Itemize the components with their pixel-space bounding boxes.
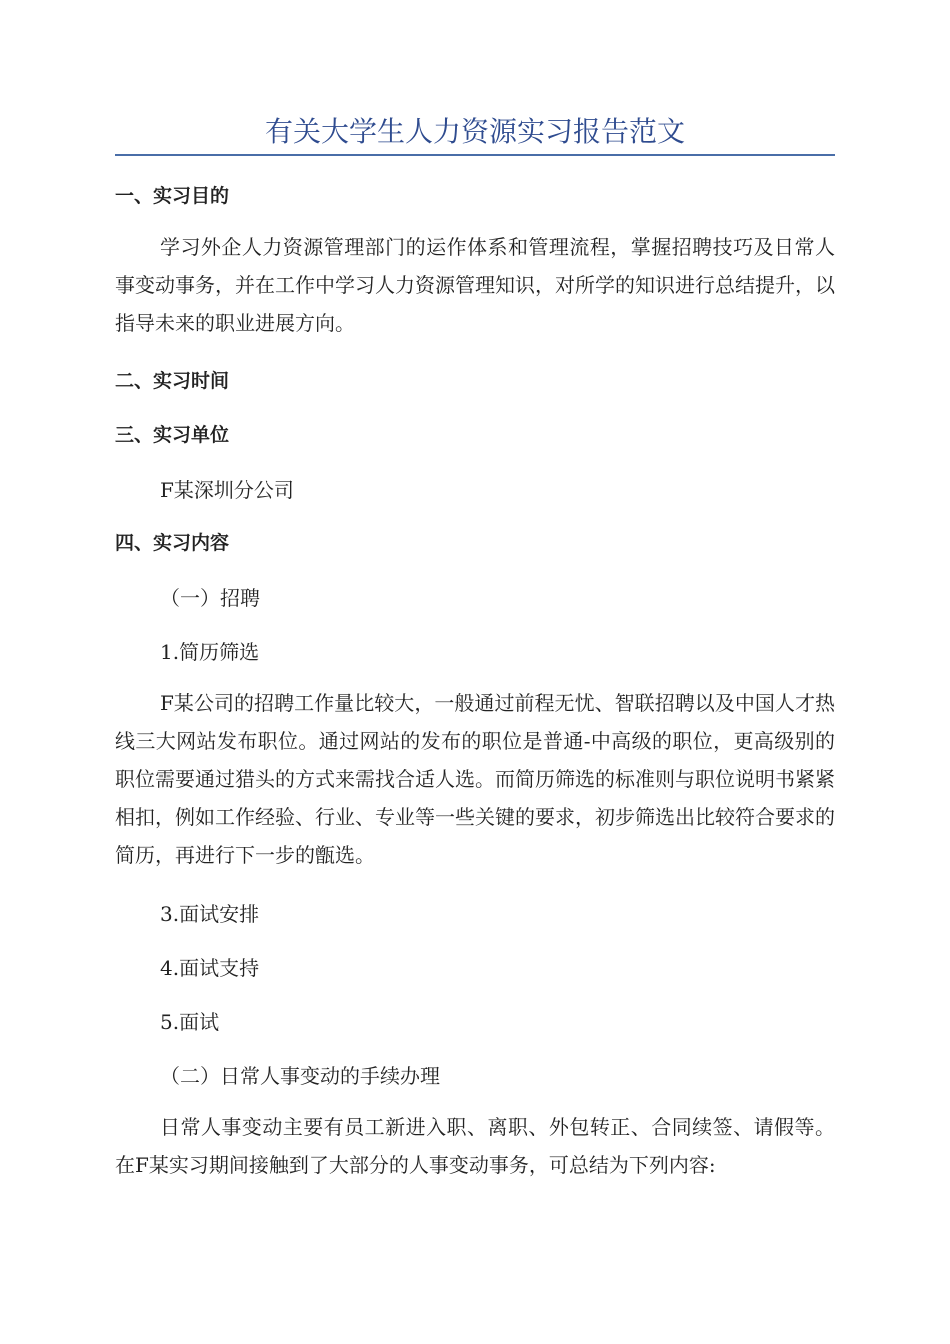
item-resume-screening: 1.简历筛选 <box>160 640 260 664</box>
section-heading-time: 二、实习时间 <box>115 370 230 392</box>
section-paragraph-purpose: 学习外企人力资源管理部门的运作体系和管理流程，掌握招聘技巧及日常人事变动事务，并在工作中学习人力资源管理知识，对所学的知识进行总结提升，以指导未来的职业进展方向。 <box>115 235 835 335</box>
paragraph-resume-screening: F某公司的招聘工作量比较大，一般通过前程无忧、智联招聘以及中国人才热线三大网站发布职位。通过网站的发布的职位是普通-中高级的职位，更高级别的职位需要通过猎头的方式来需找合适人选。而简历筛选的标准则与职位说明书紧紧相扣，例如工作经验、行业、专业等一些关键的要求，初步筛选出比较符合要求的简历，再进行下一步的甑选。 <box>115 691 835 867</box>
item-interview-arrangement: 3.面试安排 <box>160 902 260 926</box>
item-interview-support: 4.面试支持 <box>160 956 260 980</box>
document-title: 有关大学生人力资源实习报告范文 <box>264 115 685 148</box>
unit-name: F某深圳分公司 <box>160 478 294 502</box>
section-heading-content: 四、实习内容 <box>115 532 230 554</box>
paragraph-personnel-changes: 日常人事变动主要有员工新进入职、离职、外包转正、合同续签、请假等。在F某实习期间接触到了大部分的人事变动事务，可总结为下列内容: <box>115 1115 835 1177</box>
title-underline <box>115 154 835 156</box>
subheading-recruitment: （一）招聘 <box>160 586 260 610</box>
section-heading-unit: 三、实习单位 <box>115 424 230 446</box>
section-heading-purpose: 一、实习目的 <box>115 185 230 207</box>
item-interview: 5.面试 <box>160 1010 220 1034</box>
subheading-personnel-changes: （二）日常人事变动的手续办理 <box>160 1064 440 1088</box>
